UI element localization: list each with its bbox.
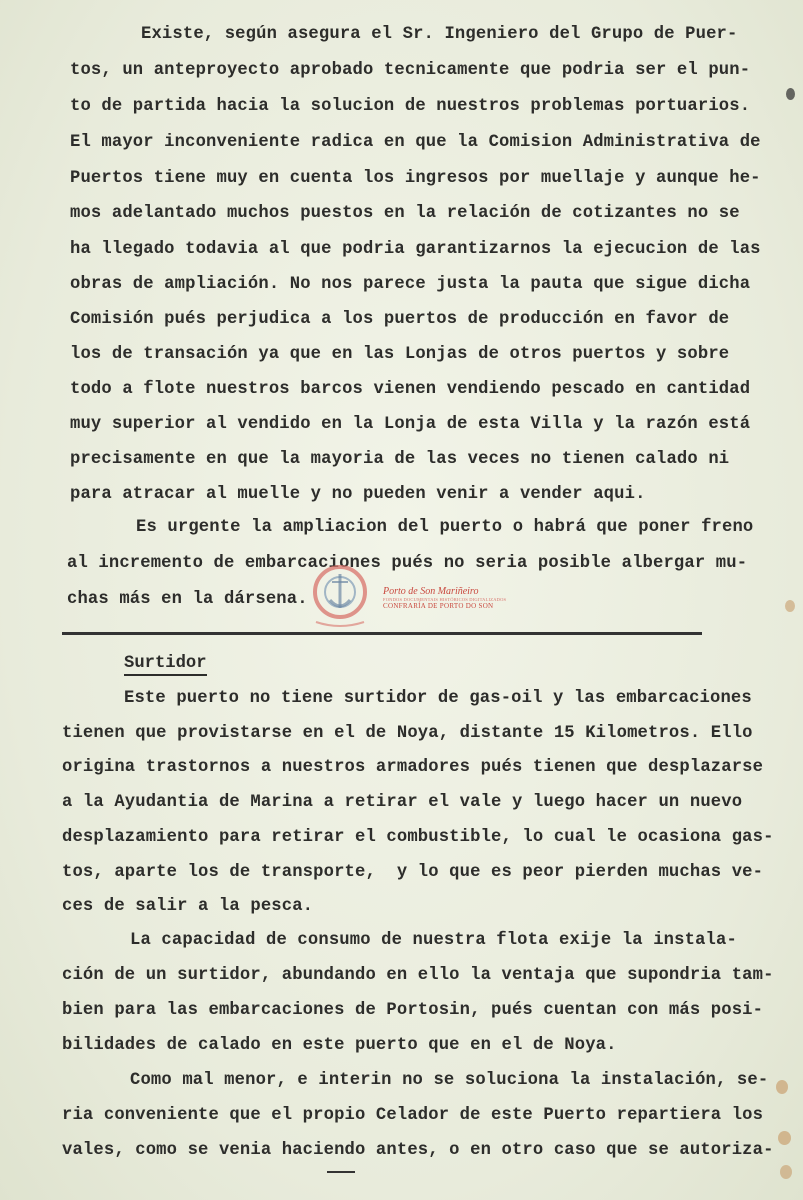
text-line: ces de salir a la pesca. [62, 897, 314, 916]
text-line: tienen que provistarse en el de Noya, distante 15 Kilometros. Ello [62, 724, 753, 743]
stain-mark [780, 1165, 792, 1179]
text-line: bien para las embarcaciones de Portosin, pués cuentan con más posi- [62, 1001, 764, 1020]
text-line: Como mal menor, e interin no se soluciona la instalación, se- [130, 1071, 769, 1090]
text-line: los de transación ya que en las Lonjas de otros puertos y sobre [70, 345, 730, 364]
text-line: El mayor inconveniente radica en que la Comision Administrativa de [70, 133, 761, 152]
stamp-subtitle: FONDOS DOCUMENTAIS HISTÓRICOS DIGITALIZADOS [383, 597, 507, 602]
text-line: ción de un surtidor, abundando en ello la ventaja que supondria tam- [62, 966, 774, 985]
text-line: mos adelantado muchos puestos en la relación de cotizantes no se [70, 204, 740, 223]
text-line: Este puerto no tiene surtidor de gas-oil y las embarcaciones [124, 689, 752, 708]
text-line: bilidades de calado en este puerto que en el de Noya. [62, 1036, 617, 1055]
text-line: todo a flote nuestros barcos vienen vendiendo pescado en cantidad [70, 380, 751, 399]
stain-mark [786, 88, 795, 100]
text-line: vales, como se venia haciendo antes, o en otro caso que se autoriza- [62, 1141, 774, 1160]
text-line: Puertos tiene muy en cuenta los ingresos por muellaje y aunque he- [70, 169, 761, 188]
text-line: ria conveniente que el propio Celador de este Puerto repartiera los [62, 1106, 764, 1125]
stamp-title: Porto de Son Mariñeiro [383, 586, 479, 597]
text-line: al incremento de embarcaciones pués no seria posible albergar mu- [67, 554, 748, 573]
text-line: muy superior al vendido en la Lonja de esta Villa y la razón está [70, 415, 751, 434]
stamp-logo [383, 586, 506, 610]
text-line: chas más en la dársena. [67, 590, 308, 609]
text-line: para atracar al muelle y no pueden venir a vender aqui. [70, 485, 646, 504]
stamp-name: CONFRARÍA DE PORTO DO SON [383, 602, 494, 610]
stain-mark [776, 1080, 788, 1094]
text-line: tos, un anteproyecto aprobado tecnicamente que podria ser el pun- [70, 61, 751, 80]
text-line: Es urgente la ampliacion del puerto o habrá que poner freno [136, 518, 754, 537]
stamp-anchor-icon [310, 560, 370, 632]
text-line: a la Ayudantia de Marina a retirar el vale y luego hacer un nuevo [62, 793, 743, 812]
text-line: desplazamiento para retirar el combustible, lo cual le ocasiona gas- [62, 828, 774, 847]
section-heading: Surtidor [124, 654, 207, 676]
text-line: Comisión pués perjudica a los puertos de producción en favor de [70, 310, 730, 329]
stain-mark [785, 600, 795, 612]
text-line: origina trastornos a nuestros armadores pués tienen que desplazarse [62, 758, 764, 777]
continuation-dash [327, 1171, 355, 1173]
section-divider [62, 632, 702, 635]
text-line: precisamente en que la mayoria de las veces no tienen calado ni [70, 450, 730, 469]
text-line: to de partida hacia la solucion de nuestros problemas portuarios. [70, 97, 751, 116]
text-line: ha llegado todavia al que podria garantizarnos la ejecucion de las [70, 240, 761, 259]
text-line: tos, aparte los de transporte, y lo que es peor pierden muchas ve- [62, 863, 764, 882]
text-line: La capacidad de consumo de nuestra flota exije la instala- [130, 931, 737, 950]
stain-mark [778, 1131, 791, 1145]
text-line: obras de ampliación. No nos parece justa la pauta que sigue dicha [70, 275, 751, 294]
text-line: Existe, según asegura el Sr. Ingeniero del Grupo de Puer- [141, 25, 738, 44]
